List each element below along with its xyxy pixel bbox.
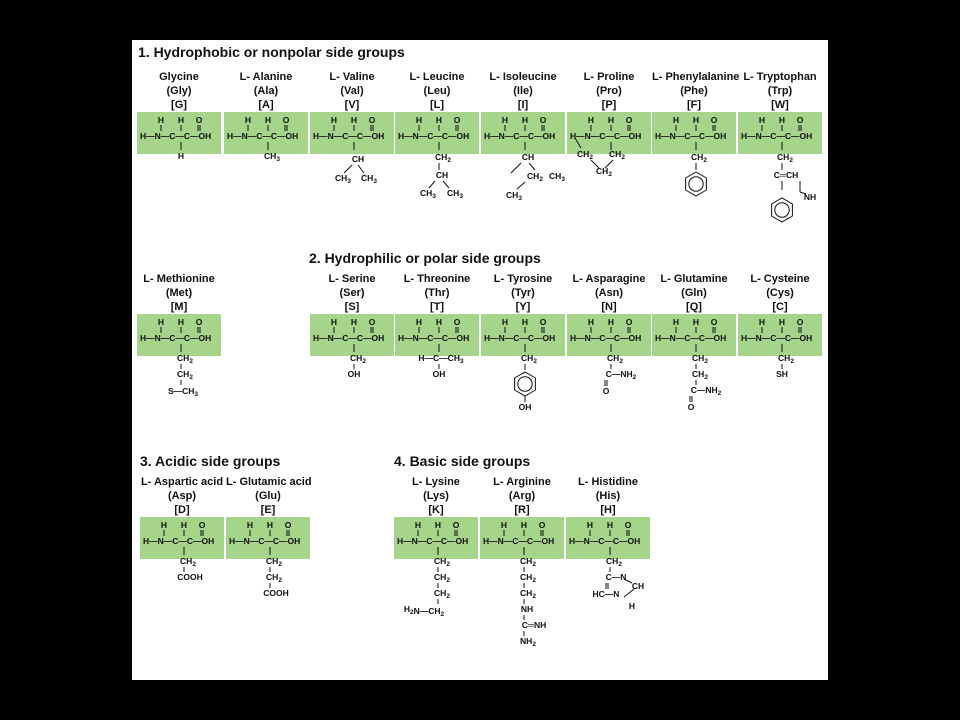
amino-acid-code: [A] <box>258 99 274 111</box>
backbone-formula: H—N—C—C—OH <box>143 536 215 546</box>
amino-acid-code: [E] <box>260 504 276 516</box>
amino-acid-abbreviation: (Ala) <box>253 85 279 97</box>
alpha-h-label: H <box>672 317 680 327</box>
backbone-formula: H—N—C—C—OH <box>570 131 642 141</box>
formula-text: $CH_2$ <box>777 152 793 164</box>
alpha-h-label: H <box>607 115 615 125</box>
amino-acid-abbreviation: (Gln) <box>681 287 707 299</box>
formula-text: $CH_2$ <box>692 369 708 381</box>
alpha-h-label: H <box>244 115 252 125</box>
alpha-h-label: H <box>672 115 680 125</box>
carbonyl-o-label: O <box>453 317 461 327</box>
alpha-h-label: H <box>587 317 595 327</box>
alpha-h-label: H <box>350 115 358 125</box>
amino-acid-code: [M] <box>170 301 188 313</box>
alpha-h-label: H <box>177 317 185 327</box>
amino-acid-labels <box>310 70 394 112</box>
backbone-formula: H—N—C—C—OH <box>483 536 555 546</box>
amino-acid-name: L- Methionine <box>143 273 215 285</box>
structure-diagram <box>567 314 651 454</box>
carbonyl-o-label: O <box>710 115 718 125</box>
alpha-h-label: H <box>160 520 168 530</box>
backbone-formula: H—N—C—C—OH <box>741 333 813 343</box>
formula-text: CH <box>351 154 365 164</box>
alpha-h-label: H <box>607 317 615 327</box>
amino-acid-his <box>566 475 650 657</box>
amino-acid-name: L- Alanine <box>239 71 293 83</box>
formula-text: $CH_2$ <box>177 353 193 365</box>
formula-text: NH <box>520 604 534 614</box>
amino-acid-phe <box>652 70 740 252</box>
structure-diagram <box>480 517 564 657</box>
alpha-h-label: H <box>521 115 529 125</box>
amino-acid-abbreviation: (Trp) <box>767 85 793 97</box>
amino-acid-code: [G] <box>171 99 187 111</box>
amino-acid-code: [V] <box>344 99 360 111</box>
alpha-h-label: H <box>758 115 766 125</box>
backbone-formula: H—N—C—C—OH <box>313 131 385 141</box>
formula-text: C═NH <box>521 620 547 630</box>
amino-acid-labels <box>137 272 221 314</box>
formula-text: $C—NH_2$ <box>605 369 637 381</box>
amino-acid-abbreviation: (Phe) <box>680 85 708 97</box>
aromatic-circle <box>775 203 789 217</box>
alpha-h-label: H <box>330 317 338 327</box>
formula-text: $CH_2$ <box>778 353 794 365</box>
amino-acid-labels <box>224 70 308 112</box>
alpha-h-label: H <box>415 317 423 327</box>
aromatic-circle <box>518 377 532 391</box>
formula-text: $CH_2$ <box>607 353 623 365</box>
amino-acid-gln <box>652 272 736 454</box>
structure-diagram <box>394 517 478 657</box>
amino-acid-name: L- Proline <box>583 71 635 83</box>
structure-diagram <box>738 112 822 252</box>
formula-text: $CH_2$ <box>596 166 612 178</box>
amino-acid-abbreviation: (Tyr) <box>511 287 535 299</box>
amino-acid-name: L- Cysteine <box>750 273 810 285</box>
formula-text: $CH_2$ <box>177 369 193 381</box>
formula-text: $CH_2$ <box>577 149 593 161</box>
amino-acid-gly <box>137 70 221 252</box>
structure-diagram <box>395 314 479 454</box>
alpha-h-label: H <box>157 317 165 327</box>
amino-acid-labels <box>395 70 479 112</box>
formula-text: CH <box>435 170 449 180</box>
amino-acid-asp <box>140 475 224 657</box>
amino-acid-labels <box>738 70 822 112</box>
carbonyl-o-label: O <box>796 317 804 327</box>
alpha-h-label: H <box>350 317 358 327</box>
formula-text: $CH_2$ <box>434 572 450 584</box>
bond-line <box>511 163 521 173</box>
carbonyl-o-label: O <box>452 520 460 530</box>
amino-acid-name: L- Asparagine <box>572 273 646 285</box>
structure-diagram <box>226 517 310 657</box>
alpha-h-label: H <box>264 115 272 125</box>
formula-text: $H—C—CH_3$ <box>418 353 464 365</box>
formula-text: $S—CH_3$ <box>167 386 199 398</box>
alpha-h-label: H <box>501 317 509 327</box>
amino-acid-trp <box>738 70 822 252</box>
formula-text: $CH_3$ <box>361 173 377 185</box>
amino-acid-code: [I] <box>517 99 529 111</box>
amino-acid-glu <box>226 475 310 657</box>
amino-acid-name: L- Tryptophan <box>743 71 817 83</box>
formula-text: O <box>602 386 610 396</box>
bond-line <box>443 181 449 188</box>
formula-text: $CH_3$ <box>549 171 565 183</box>
structure-diagram <box>224 112 308 252</box>
amino-acid-pro <box>567 70 651 252</box>
formula-text: $CH_2$ <box>180 556 196 568</box>
alpha-h-label: H <box>157 115 165 125</box>
alpha-h-label: H <box>587 115 595 125</box>
amino-acid-abbreviation: (Lys) <box>423 490 449 502</box>
backbone-formula: H—N—C—C—OH <box>484 333 556 343</box>
amino-acid-ser <box>310 272 394 454</box>
formula-text: CH <box>631 581 645 591</box>
formula-text: $NH_2$ <box>520 636 536 648</box>
amino-acid-code: [T] <box>429 301 445 313</box>
bond-line <box>344 165 352 173</box>
alpha-h-label: H <box>586 520 594 530</box>
backbone-formula: H—N—C—C—OH <box>655 131 727 141</box>
formula-text: $CH_3$ <box>420 188 436 200</box>
amino-acid-cys <box>738 272 822 454</box>
backbone-formula: H—N—C—C—OH <box>227 131 299 141</box>
bond-line <box>529 163 535 170</box>
structure-diagram <box>310 112 394 252</box>
amino-acid-name: L- Glutamic acid <box>226 476 312 488</box>
bond-line <box>429 181 435 188</box>
alpha-h-label: H <box>330 115 338 125</box>
amino-acid-labels <box>394 475 478 517</box>
backbone-formula: H—N—C—C—OH <box>655 333 727 343</box>
amino-acid-name: L- Glutamine <box>660 273 728 285</box>
amino-acid-labels <box>310 272 394 314</box>
backbone-formula: H—N—C—C—OH <box>140 131 212 141</box>
alpha-h-label: H <box>415 115 423 125</box>
formula-text: C═CH <box>773 170 799 180</box>
structure-diagram <box>137 314 221 454</box>
structure-diagram <box>481 112 565 252</box>
amino-acid-abbreviation: (Asp) <box>167 490 197 502</box>
amino-acid-lys <box>394 475 478 657</box>
aromatic-circle <box>689 177 703 191</box>
backbone-formula: H—N—C—C—OH <box>741 131 813 141</box>
formula-text: C—N <box>605 572 627 582</box>
section-title-basic: 4. Basic side groups <box>394 453 531 469</box>
formula-text: $CH_2$ <box>692 353 708 365</box>
section-title-acidic: 3. Acidic side groups <box>140 453 281 469</box>
formula-text: NH <box>803 192 817 202</box>
backbone-formula: H—N—C—C—OH <box>397 536 469 546</box>
amino-acid-leu <box>395 70 479 252</box>
amino-acid-tyr <box>481 272 565 454</box>
alpha-h-label: H <box>520 520 528 530</box>
formula-text: $CH_3$ <box>264 151 280 163</box>
structure-diagram <box>395 112 479 252</box>
backbone-formula: H—N—C—C—OH <box>484 131 556 141</box>
amino-acid-ile <box>481 70 565 252</box>
alpha-h-label: H <box>435 115 443 125</box>
alpha-h-label: H <box>778 317 786 327</box>
formula-text: O <box>687 402 695 412</box>
amino-acid-code: [R] <box>514 504 530 516</box>
carbonyl-o-label: O <box>368 115 376 125</box>
formula-text: $CH_2$ <box>434 556 450 568</box>
amino-acid-abbreviation: (Ser) <box>339 287 365 299</box>
amino-acid-name: L- Lysine <box>412 476 460 488</box>
carbonyl-o-label: O <box>195 317 203 327</box>
carbonyl-o-label: O <box>539 317 547 327</box>
formula-text: $CH_2$ <box>521 353 537 365</box>
backbone-formula: H—N—C—C—OH <box>398 333 470 343</box>
amino-acid-labels <box>652 272 736 314</box>
amino-acid-code: [Q] <box>686 301 702 313</box>
formula-text: COOH <box>177 572 203 582</box>
bond-line <box>517 182 525 189</box>
formula-text: $CH_2$ <box>520 556 536 568</box>
carbonyl-o-label: O <box>710 317 718 327</box>
amino-acid-name: L- Phenylalanine <box>652 71 740 83</box>
amino-acid-ala <box>224 70 308 252</box>
amino-acid-labels <box>140 475 224 517</box>
amino-acid-asn <box>567 272 651 454</box>
carbonyl-o-label: O <box>625 115 633 125</box>
amino-acid-labels <box>567 70 651 112</box>
formula-text: OH <box>347 369 361 379</box>
amino-acid-code: [P] <box>601 99 617 111</box>
formula-text: $CH_2$ <box>691 152 707 164</box>
amino-acid-abbreviation: (Asn) <box>594 287 624 299</box>
formula-text: COOH <box>263 588 289 598</box>
structure-diagram <box>652 112 736 252</box>
formula-text: $CH_3$ <box>335 173 351 185</box>
formula-text: $CH_2$ <box>350 353 366 365</box>
formula-text: HC—N <box>592 589 620 599</box>
amino-acid-labels <box>652 70 740 112</box>
formula-text: H <box>628 601 636 611</box>
amino-acid-name: L- Isoleucine <box>489 71 557 83</box>
amino-acid-name: L- Histidine <box>578 476 638 488</box>
formula-text: $CH_2$ <box>434 588 450 600</box>
carbonyl-o-label: O <box>453 115 461 125</box>
backbone-formula: H—N—C—C—OH <box>229 536 301 546</box>
formula-text: SH <box>776 369 788 379</box>
amino-acid-code: [S] <box>344 301 360 313</box>
formula-text: H <box>177 151 185 161</box>
amino-acid-name: L- Threonine <box>403 273 471 285</box>
alpha-h-label: H <box>606 520 614 530</box>
amino-acid-abbreviation: (Leu) <box>423 85 451 97</box>
amino-acid-labels <box>137 70 221 112</box>
amino-acid-labels <box>481 272 565 314</box>
structure-diagram <box>738 314 822 454</box>
amino-acid-name: L- Arginine <box>493 476 551 488</box>
formula-text: $CH_2$ <box>266 556 282 568</box>
amino-acid-name: L- Leucine <box>409 71 465 83</box>
backbone-formula: H—N—C—C—OH <box>313 333 385 343</box>
amino-acid-arg <box>480 475 564 657</box>
section-title-hydrophilic: 2. Hydrophilic or polar side groups <box>309 250 541 266</box>
carbonyl-o-label: O <box>195 115 203 125</box>
backbone-formula: H—N—C—C—OH <box>570 333 642 343</box>
structure-diagram <box>481 314 565 454</box>
amino-acid-name: L- Valine <box>329 71 375 83</box>
carbonyl-o-label: O <box>198 520 206 530</box>
carbonyl-o-label: O <box>282 115 290 125</box>
formula-text: OH <box>518 402 532 412</box>
alpha-h-label: H <box>501 115 509 125</box>
formula-text: OH <box>432 369 446 379</box>
formula-text: $CH_3$ <box>447 188 463 200</box>
carbonyl-o-label: O <box>539 115 547 125</box>
bond-line <box>358 165 364 173</box>
alpha-h-label: H <box>692 317 700 327</box>
amino-acid-labels <box>738 272 822 314</box>
amino-acid-labels <box>226 475 310 517</box>
amino-acid-abbreviation: (Arg) <box>508 490 536 502</box>
amino-acid-code: [Y] <box>515 301 531 313</box>
bond-line <box>624 589 634 597</box>
amino-acid-labels <box>481 70 565 112</box>
structure-diagram <box>140 517 224 657</box>
amino-acid-met <box>137 272 221 454</box>
amino-acid-name: L- Aspartic acid <box>140 476 224 488</box>
formula-text: $CH_2$ <box>520 572 536 584</box>
alpha-h-label: H <box>414 520 422 530</box>
amino-acid-code: [W] <box>771 99 789 111</box>
carbonyl-o-label: O <box>625 317 633 327</box>
structure-diagram <box>652 314 736 454</box>
amino-acid-code: [D] <box>174 504 190 516</box>
alpha-h-label: H <box>266 520 274 530</box>
amino-acid-abbreviation: (Pro) <box>596 85 622 97</box>
amino-acid-chart <box>132 40 828 680</box>
formula-text: CH <box>521 152 535 162</box>
formula-text: $CH_2$ <box>520 588 536 600</box>
formula-text: $H_2N—CH_2$ <box>403 604 445 618</box>
amino-acid-code: [C] <box>772 301 788 313</box>
carbonyl-o-label: O <box>624 520 632 530</box>
amino-acid-labels <box>480 475 564 517</box>
formula-text: $CH_2$ <box>435 152 451 164</box>
alpha-h-label: H <box>521 317 529 327</box>
amino-acid-name: L- Serine <box>328 273 376 285</box>
formula-text: $CH_2$ <box>527 171 543 183</box>
amino-acid-code: [H] <box>600 504 616 516</box>
formula-text: $CH_2$ <box>606 556 622 568</box>
formula-text: $CH_2$ <box>266 572 282 584</box>
structure-diagram <box>137 112 221 252</box>
formula-text: $CH_2$ <box>609 149 625 161</box>
amino-acid-code: [K] <box>428 504 444 516</box>
structure-diagram <box>567 112 651 252</box>
carbonyl-o-label: O <box>368 317 376 327</box>
alpha-h-label: H <box>758 317 766 327</box>
backbone-formula: H—N—C—C—OH <box>398 131 470 141</box>
amino-acid-abbreviation: (His) <box>595 490 621 502</box>
alpha-h-label: H <box>180 520 188 530</box>
alpha-h-label: H <box>692 115 700 125</box>
amino-acid-abbreviation: (Ile) <box>513 85 533 97</box>
amino-acid-abbreviation: (Thr) <box>424 287 450 299</box>
alpha-h-label: H <box>778 115 786 125</box>
formula-text: $CH_3$ <box>506 190 522 202</box>
alpha-h-label: H <box>500 520 508 530</box>
amino-acid-thr <box>395 272 479 454</box>
amino-acid-name: L- Tyrosine <box>493 273 553 285</box>
carbonyl-o-label: O <box>796 115 804 125</box>
amino-acid-labels <box>567 272 651 314</box>
amino-acid-code: [L] <box>429 99 445 111</box>
section-title-hydrophobic: 1. Hydrophobic or nonpolar side groups <box>138 44 405 60</box>
amino-acid-abbreviation: (Met) <box>165 287 193 299</box>
alpha-h-label: H <box>435 317 443 327</box>
amino-acid-abbreviation: (Val) <box>340 85 364 97</box>
amino-acid-code: [F] <box>686 99 702 111</box>
backbone-formula: H—N—C—C—OH <box>140 333 212 343</box>
formula-text: $C—NH_2$ <box>690 385 722 397</box>
backbone-formula: H—N—C—C—OH <box>569 536 641 546</box>
carbonyl-o-label: O <box>538 520 546 530</box>
amino-acid-abbreviation: (Gly) <box>166 85 192 97</box>
amino-acid-labels <box>395 272 479 314</box>
carbonyl-o-label: O <box>284 520 292 530</box>
amino-acid-val <box>310 70 394 252</box>
amino-acid-abbreviation: (Glu) <box>255 490 281 502</box>
alpha-h-label: H <box>177 115 185 125</box>
amino-acid-abbreviation: (Cys) <box>766 287 794 299</box>
structure-diagram <box>310 314 394 454</box>
amino-acid-labels <box>566 475 650 517</box>
amino-acid-name: Glycine <box>159 71 199 83</box>
alpha-h-label: H <box>246 520 254 530</box>
alpha-h-label: H <box>434 520 442 530</box>
structure-diagram <box>566 517 650 657</box>
amino-acid-code: [N] <box>601 301 617 313</box>
